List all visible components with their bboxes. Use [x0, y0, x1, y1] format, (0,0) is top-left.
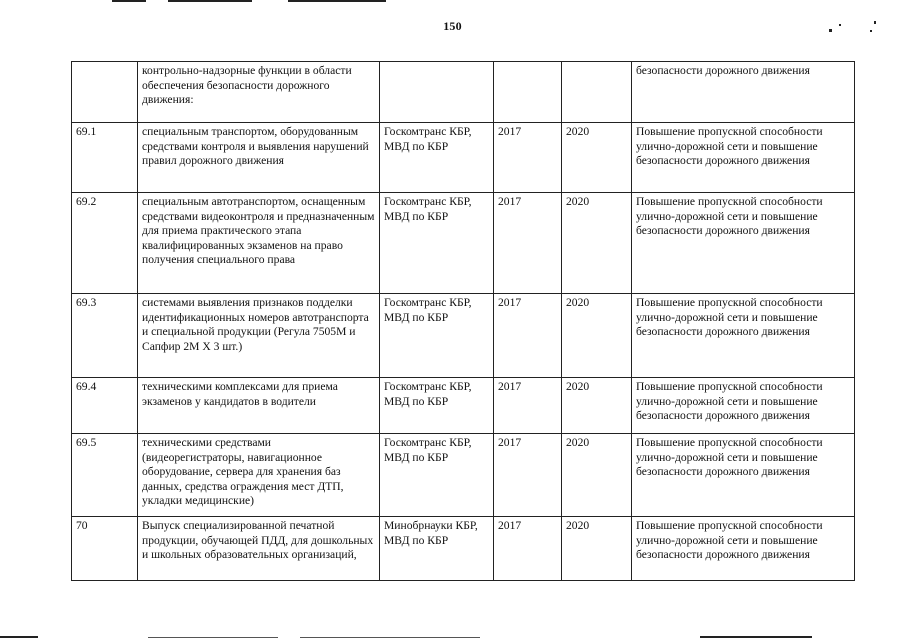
activity-cell: системами выявления признаков подделки идентификационных номеров автотранспорта и специальной продукции (Регула 7505М и Сапфир 2М Х 3 шт.) [138, 294, 380, 378]
item-number-cell: 70 [72, 517, 138, 581]
executor-cell: Минобрнауки КБР, МВД по КБР [380, 517, 494, 581]
table-row [72, 62, 855, 123]
scan-artifact-top [168, 0, 252, 2]
end-year-cell: 2020 [562, 517, 632, 581]
table-row [72, 123, 855, 193]
table-row [72, 378, 855, 434]
start-year-cell: 2017 [494, 517, 562, 581]
start-year-cell: 2017 [494, 294, 562, 378]
expected-result-cell: Повышение пропускной способности улично-дорожной сети и повышение безопасности дорожного движения [632, 378, 855, 434]
activity-cell: специальным автотранспортом, оснащенным средствами видеоконтроля и предназначенным для приема практического этапа квалифицированных экзаменов на право получения специального права [138, 193, 380, 294]
executor-cell: Госкомтранс КБР, МВД по КБР [380, 434, 494, 517]
start-year-cell: 2017 [494, 193, 562, 294]
scan-artifact-top [288, 0, 386, 2]
page-number: 150 [443, 19, 462, 33]
table-row [72, 193, 855, 294]
activity-cell: техническими комплексами для приема экзаменов у кандидатов в водители [138, 378, 380, 434]
end-year-cell: 2020 [562, 378, 632, 434]
executor-cell: Госкомтранс КБР, МВД по КБР [380, 378, 494, 434]
scan-artifact-bottom [0, 636, 38, 638]
item-number-cell: 69.2 [72, 193, 138, 294]
item-number-cell: 69.3 [72, 294, 138, 378]
table-row [72, 294, 855, 378]
start-year-cell [494, 62, 562, 123]
start-year-cell: 2017 [494, 123, 562, 193]
table-row [72, 517, 855, 581]
scan-artifact-bottom [148, 637, 278, 638]
scan-artifact-top [112, 0, 146, 2]
start-year-cell: 2017 [494, 378, 562, 434]
expected-result-cell: Повышение пропускной способности улично-дорожной сети и повышение безопасности дорожного движения [632, 123, 855, 193]
end-year-cell: 2020 [562, 434, 632, 517]
expected-result-cell: Повышение пропускной способности улично-дорожной сети и повышение безопасности дорожного движения [632, 193, 855, 294]
executor-cell: Госкомтранс КБР, МВД по КБР [380, 294, 494, 378]
scan-artifact-bottom [300, 637, 480, 638]
end-year-cell: 2020 [562, 294, 632, 378]
measures-table [71, 61, 855, 581]
end-year-cell: 2020 [562, 193, 632, 294]
activity-cell: Выпуск специализированной печатной продукции, обучающей ПДД, для дошкольных и школьных образовательных организаций, [138, 517, 380, 581]
item-number-cell: 69.1 [72, 123, 138, 193]
item-number-cell: 69.4 [72, 378, 138, 434]
activity-cell: специальным транспортом, оборудованным средствами контроля и выявления нарушений правил дорожного движения [138, 123, 380, 193]
scan-artifact-bottom [700, 636, 812, 638]
expected-result-cell: Повышение пропускной способности улично-дорожной сети и повышение безопасности дорожного движения [632, 517, 855, 581]
executor-cell [380, 62, 494, 123]
item-number-cell [72, 62, 138, 123]
activity-cell: техническими средствами (видеорегистраторы, навигационное оборудование, сервера для хранения баз данных, средства ограждения мест ДТП, укладки медицинские) [138, 434, 380, 517]
expected-result-cell: Повышение пропускной способности улично-дорожной сети и повышение безопасности дорожного движения [632, 294, 855, 378]
executor-cell: Госкомтранс КБР, МВД по КБР [380, 193, 494, 294]
activity-cell: контрольно-надзорные функции в области обеспечения безопасности дорожного движения: [138, 62, 380, 123]
executor-cell: Госкомтранс КБР, МВД по КБР [380, 123, 494, 193]
table-row [72, 434, 855, 517]
end-year-cell [562, 62, 632, 123]
start-year-cell: 2017 [494, 434, 562, 517]
end-year-cell: 2020 [562, 123, 632, 193]
expected-result-cell: Повышение пропускной способности улично-дорожной сети и повышение безопасности дорожного движения [632, 434, 855, 517]
item-number-cell: 69.5 [72, 434, 138, 517]
expected-result-cell: безопасности дорожного движения [632, 62, 855, 123]
